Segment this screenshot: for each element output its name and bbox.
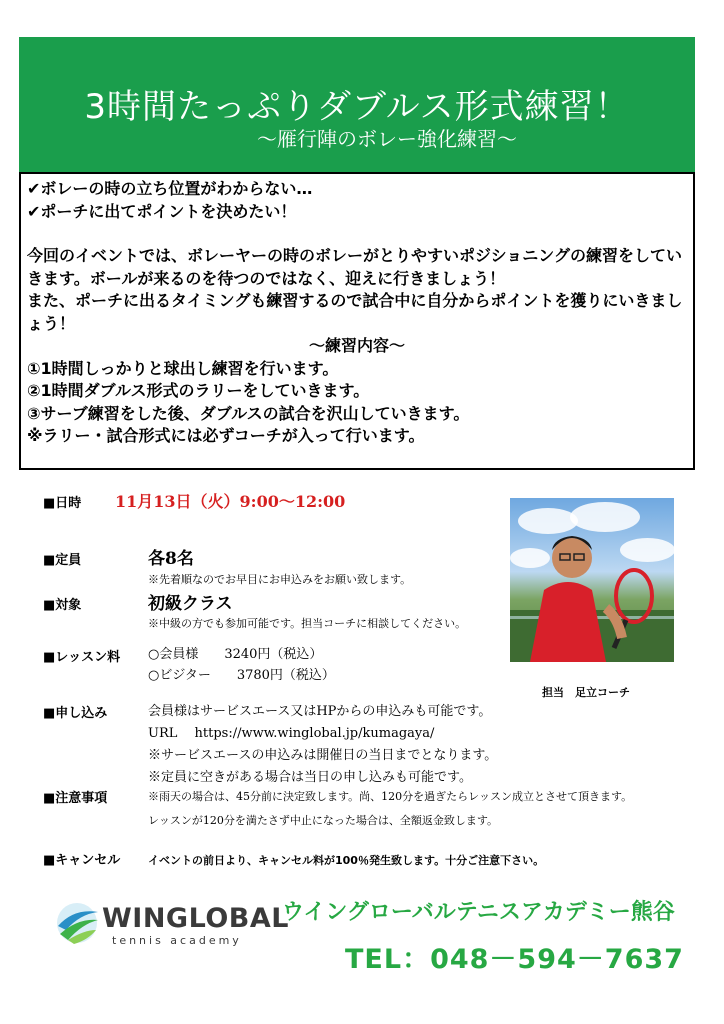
apply-label: ■申し込み	[43, 706, 108, 721]
cancel-label: ■キャンセル	[43, 853, 121, 868]
check-item: ✔ボレーの時の立ち位置がわからない…	[27, 179, 313, 198]
logo-name: WINGLOBAL	[102, 903, 289, 934]
cancel-text: イベントの前日より、キャンセル料が100％発生致します。十分ご注意下さい。	[148, 854, 545, 867]
apply-line: 会員様はサービスエース又はHPからの申込みも可能です。	[148, 704, 492, 719]
check-item: ✔ポーチに出てポイントを決めたい！	[27, 201, 297, 221]
content-item: ③サーブ練習をした後、ダブルスの試合を沢山していきます。	[27, 403, 470, 423]
target-value: 初級クラス	[148, 594, 233, 614]
target-note: ※中級の方でも参加可能です。担当コーチに相談してください。	[148, 617, 467, 630]
date-value: 11月13日（火）9:00～12:00	[115, 492, 346, 511]
target-label: ■対象	[43, 598, 82, 613]
intro-paragraph: 今回のイベントでは、ボレーヤーの時のボレーがとりやすいポジショニングの練習をしていきます。ボールが来るのを待つのではなく、迎えに行きましょう！	[27, 246, 682, 288]
notice-line: ※雨天の場合は、45分前に決定致します。尚、120分を過ぎたらレッスン成立とさせて頂きます。	[148, 790, 633, 803]
coach-photo	[510, 498, 674, 662]
apply-note: ※サービスエースの申込みは開催日の当日までとなります。	[148, 748, 498, 763]
intro-paragraph: また、ポーチに出るタイミングも練習するので試合中に自分からポイントを獲りにいきましょう！	[27, 291, 683, 333]
fee-label: ■レッスン料	[43, 650, 121, 665]
logo-subtitle: tennis academy	[112, 934, 242, 947]
page-subtitle: ～雁行陣のボレー強化練習～	[257, 127, 517, 151]
date-label: ■日時	[43, 496, 82, 511]
content-heading: ～練習内容～	[308, 336, 405, 355]
capacity-note: ※先着順なのでお早目にお申込みをお願い致します。	[148, 573, 412, 586]
capacity-value: 各8名	[148, 549, 194, 569]
fee-visitor: ○ビジター 3780円（税込）	[148, 668, 335, 683]
page-title: 3時間たっぷりダブルス形式練習！	[84, 87, 630, 127]
coach-caption: 担当 足立コーチ	[542, 686, 630, 699]
coach-figure	[510, 498, 674, 662]
capacity-label: ■定員	[43, 553, 82, 568]
notice-line: レッスンが120分を満たさず中止になった場合は、全額返金致します。	[148, 814, 499, 827]
intro-box	[19, 172, 695, 470]
apply-note: ※定員に空きがある場合は当日の申し込みも可能です。	[148, 770, 472, 785]
notice-label: ■注意事項	[43, 791, 108, 806]
academy-name: ウイングローバルテニスアカデミー熊谷	[282, 900, 675, 925]
winglobal-logo-icon	[54, 900, 100, 946]
content-note: ※ラリー・試合形式には必ずコーチが入って行います。	[27, 426, 425, 445]
phone-number[interactable]: TEL：048－594－7637	[345, 944, 684, 975]
fee-member: ○会員様 3240円（税込）	[148, 647, 323, 662]
content-item: ①1時間しっかりと球出し練習を行います。	[27, 358, 339, 378]
header-banner	[19, 37, 695, 172]
apply-url[interactable]: URL https://www.winglobal.jp/kumagaya/	[148, 726, 435, 741]
content-item: ②1時間ダブルス形式のラリーをしていきます。	[27, 381, 370, 400]
